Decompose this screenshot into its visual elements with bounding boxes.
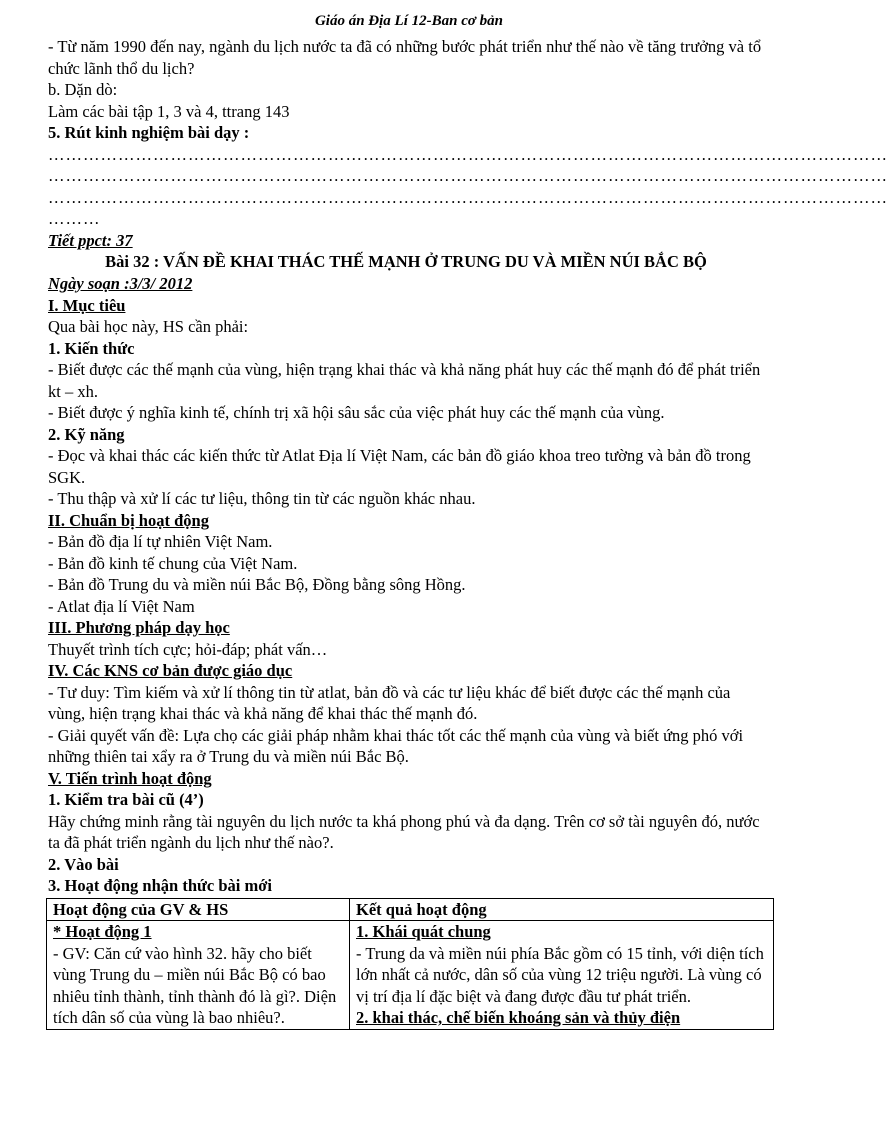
activity-title: * Hoạt động 1 <box>53 922 152 941</box>
review-question: - Từ năm 1990 đến nay, ngành du lịch nước ta đã có những bước phát triển như thế nào về tăng trưởng và tổ chức lãnh thổ du lịch? <box>48 37 762 78</box>
lesson-title: Bài 32 : VẤN ĐỀ KHAI THÁC THẾ MẠNH Ở TRUNG DU VÀ MIỀN NÚI BẮC BỘ <box>105 252 707 271</box>
table-header-activities: Hoạt động của GV & HS <box>47 898 350 921</box>
objectives-intro: Qua bài học này, HS cần phải: <box>48 317 249 336</box>
section-method-heading: III. Phương pháp dạy học <box>48 618 230 637</box>
preparation-item: - Bản đồ Trung du và miền núi Bắc Bộ, Đồng bằng sông Hồng. <box>48 575 466 594</box>
document-page <box>48 10 888 1030</box>
prep-date: Ngày soạn :3/3/ 2012 <box>48 274 193 293</box>
activity-table <box>46 898 774 1030</box>
section-objectives-heading: I. Mục tiêu <box>48 295 126 315</box>
table-row <box>47 921 774 1030</box>
skills-item: - Thu thập và xử lí các tư liệu, thông tin từ các nguồn khác nhau. <box>48 489 476 508</box>
life-skill-item: - Tư duy: Tìm kiếm và xử lí thông tin từ atlat, bản đồ và các tư liệu khác để biết được các thế mạnh của vùng, hiện trạng khai thác và khả năng để khai thác thế mạnh đó. <box>48 682 731 723</box>
dotted-line-4: ……… <box>48 209 101 228</box>
preparation-item: - Bản đồ kinh tế chung của Việt Nam. <box>48 553 298 573</box>
table-header-row <box>47 898 774 921</box>
knowledge-heading: 1. Kiến thức <box>48 338 135 358</box>
result-text: - Trung da và miền núi phía Bắc gồm có 15 tỉnh, với diện tích lớn nhất cả nước, dân số của vùng 12 triệu người. Là vùng có vị trí địa lí đặc biệt và đang được đầu tư phát triển. <box>356 943 764 1006</box>
knowledge-item: - Biết được các thế mạnh của vùng, hiện trạng khai thác và khả năng phát huy các thế mạnh đó để phát triển kt – xh. <box>48 360 761 401</box>
result-title-2: 2. khai thác, chế biến khoáng sản và thủy điện <box>356 1008 681 1027</box>
dotted-line-2: ……………………………………………………………………………………………………………………………… <box>48 166 888 185</box>
check-question: Hãy chứng minh rằng tài nguyên du lịch nước ta khá phong phú và đa dạng. Trên cơ sở tài nguyên đó, nước ta đã phát triển ngành du lịch như thế nào?. <box>48 811 760 852</box>
result-title: 1. Khái quát chung <box>356 922 491 941</box>
skills-heading: 2. Kỹ năng <box>48 424 125 444</box>
section-process-heading: V. Tiến trình hoạt động <box>48 768 212 788</box>
preparation-item: - Atlat địa lí Việt Nam <box>48 596 195 616</box>
method-text: Thuyết trình tích cực; hỏi-đáp; phát vấn… <box>48 639 328 659</box>
intro-heading: 2. Vào bài <box>48 854 119 874</box>
period-label: Tiết ppct: 37 <box>48 230 133 250</box>
result-cell <box>350 921 774 1030</box>
life-skill-item: - Giải quyết vấn đề: Lựa chọ các giải pháp nhằm khai thác tốt các thế mạnh của vùng và biết ứng phó với những thiên tai xẩy ra ở Trung du và miền núi Bắc Bộ. <box>48 725 744 766</box>
section-skills-heading: IV. Các KNS cơ bản được giáo dục <box>48 661 293 680</box>
dotted-line-1: ……………………………………………………………………………………………………………………………… <box>48 144 888 164</box>
skills-item: - Đọc và khai thác các kiến thức từ Atlat Địa lí Việt Nam, các bản đồ giáo khoa treo tường và bản đồ trong SGK. <box>48 446 751 487</box>
activity-text: - GV: Căn cứ vào hình 32. hãy cho biết vùng Trung du – miền núi Bắc Bộ có bao nhiêu tỉnh thành, tỉnh thành đó là gì?. Diện tích dân số của vùng là bao nhiêu?. <box>53 943 337 1027</box>
knowledge-item: - Biết được ý nghĩa kinh tế, chính trị xã hội sâu sắc của việc phát huy các thế mạnh của vùng. <box>48 403 665 422</box>
homework-text: Làm các bài tập 1, 3 và 4, ttrang 143 <box>48 101 290 121</box>
preparation-item: - Bản đồ địa lí tự nhiên Việt Nam. <box>48 532 273 551</box>
activity-cell <box>47 921 350 1030</box>
table-header-results: Kết quả hoạt động <box>350 898 774 921</box>
homework-label: b. Dặn dò: <box>48 80 118 99</box>
new-lesson-heading: 3. Hoạt động nhận thức bài mới <box>48 876 272 895</box>
section-preparation-heading: II. Chuẩn bị hoạt động <box>48 510 209 530</box>
page-header: Giáo án Địa Lí 12-Ban cơ bản <box>314 13 504 29</box>
experience-heading: 5. Rút kinh nghiệm bài dạy : <box>48 123 250 142</box>
dotted-line-3: ……………………………………………………………………………………………………………………………… <box>48 187 888 207</box>
check-heading: 1. Kiểm tra bài cũ (4’) <box>48 790 204 809</box>
